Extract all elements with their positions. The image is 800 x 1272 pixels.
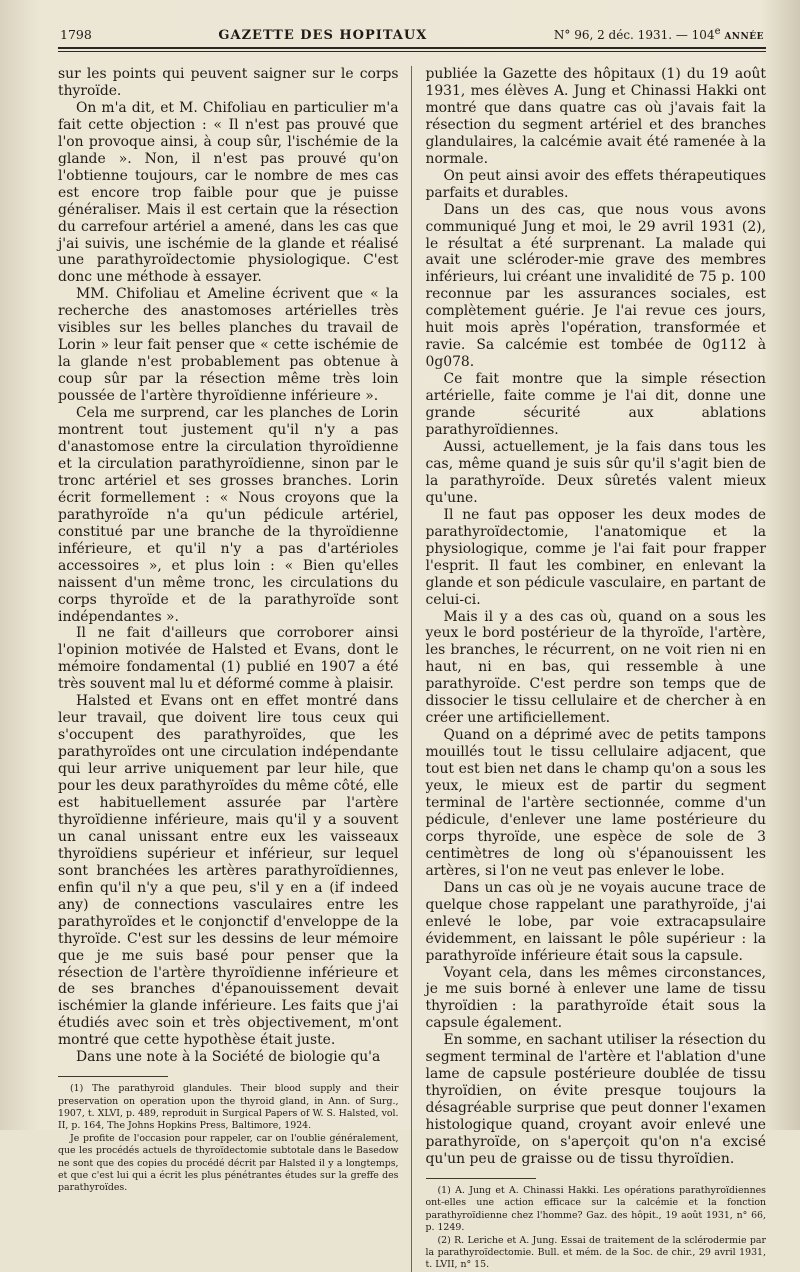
footnote: (1) A. Jung et A. Chinassi Hakki. Les opérations parathyroïdiennes ont-elles une action efficace sur la calcémie et la fonction parathyroïdienne chez l'homme? Gaz. des hôpit., 19 août 1931, n° 66, p. 1249.	[425, 1184, 766, 1234]
footnote-separator	[58, 1076, 168, 1077]
right-footnotes	[426, 1185, 767, 1272]
page-number: 1798	[60, 27, 92, 42]
paragraph: publiée la Gazette des hôpitaux (1) du 19 août 1931, mes élèves A. Jung et Chinassi Hakki ont montré que dans quatre cas où j'avais fait la résection du segment artériel et des branches glandulaires, la calcémie avait été ramenée à la normale.	[425, 66, 766, 167]
footnote: Je profite de l'occasion pour rappeler, car on l'oublie généralement, que les procédés actuels de thyroïdectomie subtotale dans le Basedow ne sont que des copies du procédé décrit par Halsted il y a longtemps, et que c'est lui qui a écrit les plus pénétrantes études sur la greffe des parathyroïdes.	[58, 1132, 399, 1194]
paragraph: Quand on a déprimé avec de petits tampons mouillés tout le tissu cellulaire adjacent, que tout est bien net dans le champ qu'on a sous les yeux, le mieux est de partir du segment terminal de l'artère sectionnée, comme d'un pédicule, d'enlever une lame postérieure du corps thyroïde, une espèce de sole de 3 centimètres de long où s'épanouissent les artères, si l'on ne veut pas enlever le lobe.	[425, 727, 766, 879]
paragraph: Ce fait montre que la simple résection artérielle, faite comme je l'ai dit, donne une grande sécurité aux ablations parathyroïdiennes.	[425, 371, 766, 439]
footnote: (1) The parathyroid glandules. Their blood supply and their preservation on operation upon the thyroid gland, in Ann. of Surg., 1907, t. XLVI, p. 489, reproduit in Surgical Papers of W. S. Halsted, vol. II, p. 164, The Johns Hopkins Press, Baltimore, 1924.	[58, 1083, 399, 1132]
footnote-separator	[426, 1178, 536, 1179]
page-header	[58, 26, 766, 47]
paragraph: Cela me surprend, car les planches de Lorin montrent tout justement qu'il n'y a pas d'anastomose entre la circulation thyroïdienne et la circulation parathyroïdienne, sinon par le tronc artériel et ses grosses branches. Lorin écrit formellement : « Nous croyons que la parathyroïde n'a qu'un pédicule artériel, constitué par une branche de la thyroïdienne inférieure, et qu'il n'y a pas d'artérioles accessoires », et plus loin : « Bien qu'elles naissent d'un même tronc, les circulations du corps thyroïde et de la parathyroïde sont indépendantes ».	[58, 405, 399, 625]
issue-suffix: e	[714, 26, 721, 37]
paragraph: Mais il y a des cas où, quand on a sous les yeux le bord postérieur de la thyroïde, l'artère, les branches, le récurrent, on ne voit rien ni en haut, ni en bas, qui ressemble à une parathyroïde. C'est perdre son temps que de dissocier le tissu cellulaire et de chercher à en créer une artificiellement.	[425, 608, 766, 727]
header-rule	[58, 47, 766, 52]
paragraph: Voyant cela, dans les mêmes circonstances, je me suis borné à enlever une lame de tissu thyroïdien : la parathyroïde était sous la capsule également.	[425, 964, 766, 1032]
left-footnotes	[58, 1083, 399, 1195]
left-column	[58, 66, 412, 1272]
paragraph: Dans une note à la Société de biologie qu'a	[76, 1049, 381, 1066]
paragraph: Il ne fait d'ailleurs que corroborer ainsi l'opinion motivée de Halsted et Evans, dont le mémoire fondamental (1) publié en 1907 a été très souvent mal lu et déformé comme à plaisir.	[58, 625, 399, 693]
paragraph: En somme, en sachant utiliser la résection du segment terminal de l'artère et l'ablation d'une lame de capsule postérieure doublée de tissu thyroïdien, on évite presque toujours la désagréable surprise que peut donner l'examen histologique quand, croyant avoir enlevé une parathyroïde, on s'aperçoit qu'on n'a excisé qu'un peu de graisse ou de tissu thyroïdien.	[425, 1032, 766, 1167]
issue-year-label: ANNÉE	[724, 32, 764, 42]
journal-title: GAZETTE DES HOPITAUX	[218, 28, 428, 43]
paragraph: On peut ainsi avoir des effets thérapeutiques parfaits et durables.	[425, 167, 766, 201]
paragraph: Dans un des cas, que nous vous avons communiqué Jung et moi, le 29 avril 1931 (2), le résultat a été surprenant. La malade qui avait une scléroder-mie grave des membres inférieurs, lui créant une invalidité de 75 p. 100 reconnue par les assurances sociales, est complètement guérie. Je l'ai revue ces jours, huit mois après l'opération, transformée et ravie. Sa calcémie est tombée de 0g112 à 0g078.	[425, 201, 766, 371]
paragraph: Aussi, actuellement, je la fais dans tous les cas, même quand je suis sûr qu'il s'agit bien de la parathyroïde. Deux sûretés valent mieux qu'une.	[425, 438, 766, 506]
paragraph: sur les points qui peuvent saigner sur le corps thyroïde.	[58, 66, 399, 99]
paragraph: Halsted et Evans ont en effet montré dans leur travail, que doivent lire tous ceux qui s'occupent des parathyroïdes, que les parathyroïdes ont une circulation indépendante qui leur arrive uniquement par leur hile, que pour les deux parathyroïdes du même côté, elle est habituellement assurée par l'artère thyroïdienne inférieure, mais qu'il y a souvent un canal unissant entre eux les vaisseaux thyroïdiens supérieur et inférieur, sur lequel sont branchées les artères parathyroïdiennes, enfin qu'il n'y a que peu, s'il y en a (if indeed any) de connections vasculaires entre les parathyroïdes et le conjonctif d'enveloppe de la thyroïde. C'est sur les dessins de leur mémoire que je me suis basé pour penser que la résection de l'artère thyroïdienne inférieure et de ses branches d'épanouissement devait ischémier la glande inférieure. Les faits que j'ai étudiés avec soin et très objectivement, m'ont montré que cette hypothèse était juste.	[58, 693, 399, 1049]
issue-date: N° 96, 2 déc. 1931. — 104	[553, 28, 715, 42]
footnote: (2) R. Leriche et A. Jung. Essai de traitement de la sclérodermie par la parathyroïdectomie. Bull. et mém. de la Soc. de chir., 29 avril 1931, t. LVII, n° 15.	[425, 1234, 766, 1271]
paragraph: Dans un cas où je ne voyais aucune trace de quelque chose rappelant une parathyroïde, j'ai enlevé le lobe, par voie extracapsulaire évidemment, en laissant le pôle supérieur : la parathyroïde inférieure était sous la capsule.	[425, 879, 766, 964]
right-column	[426, 66, 767, 1272]
text-columns	[58, 66, 766, 1272]
paragraph: On m'a dit, et M. Chifoliau en particulier m'a fait cette objection : « Il n'est pas prouvé que l'on provoque ainsi, à coup sûr, l'ischémie de la glande ». Non, il n'est pas prouvé qu'on l'obtienne toujours, car le nombre de mes cas est encore trop faible pour que je puisse généraliser. Mais il est certain que la résection du carrefour artériel a amené, dans les cas que j'ai suivis, une ischémie de la glande et réalisé une parathyroïdectomie physiologique. C'est donc une méthode à essayer.	[58, 99, 399, 286]
issue-info	[554, 26, 764, 42]
paragraph: MM. Chifoliau et Ameline écrivent que « la recherche des anastomoses artérielles très visibles sur les belles planches du travail de Lorin » leur fait penser que « cette ischémie de la glande n'est probablement pas obtenue à coup sûr par la résection même très loin poussée de l'artère thyroïdienne inférieure ».	[58, 286, 399, 405]
paragraph: Il ne faut pas opposer les deux modes de parathyroïdectomie, l'anatomique et la physiologique, comme je l'ai fait pour frapper l'esprit. Il faut les combiner, en enlevant la glande et son pédicule vasculaire, en partant de celui-ci.	[425, 506, 766, 608]
